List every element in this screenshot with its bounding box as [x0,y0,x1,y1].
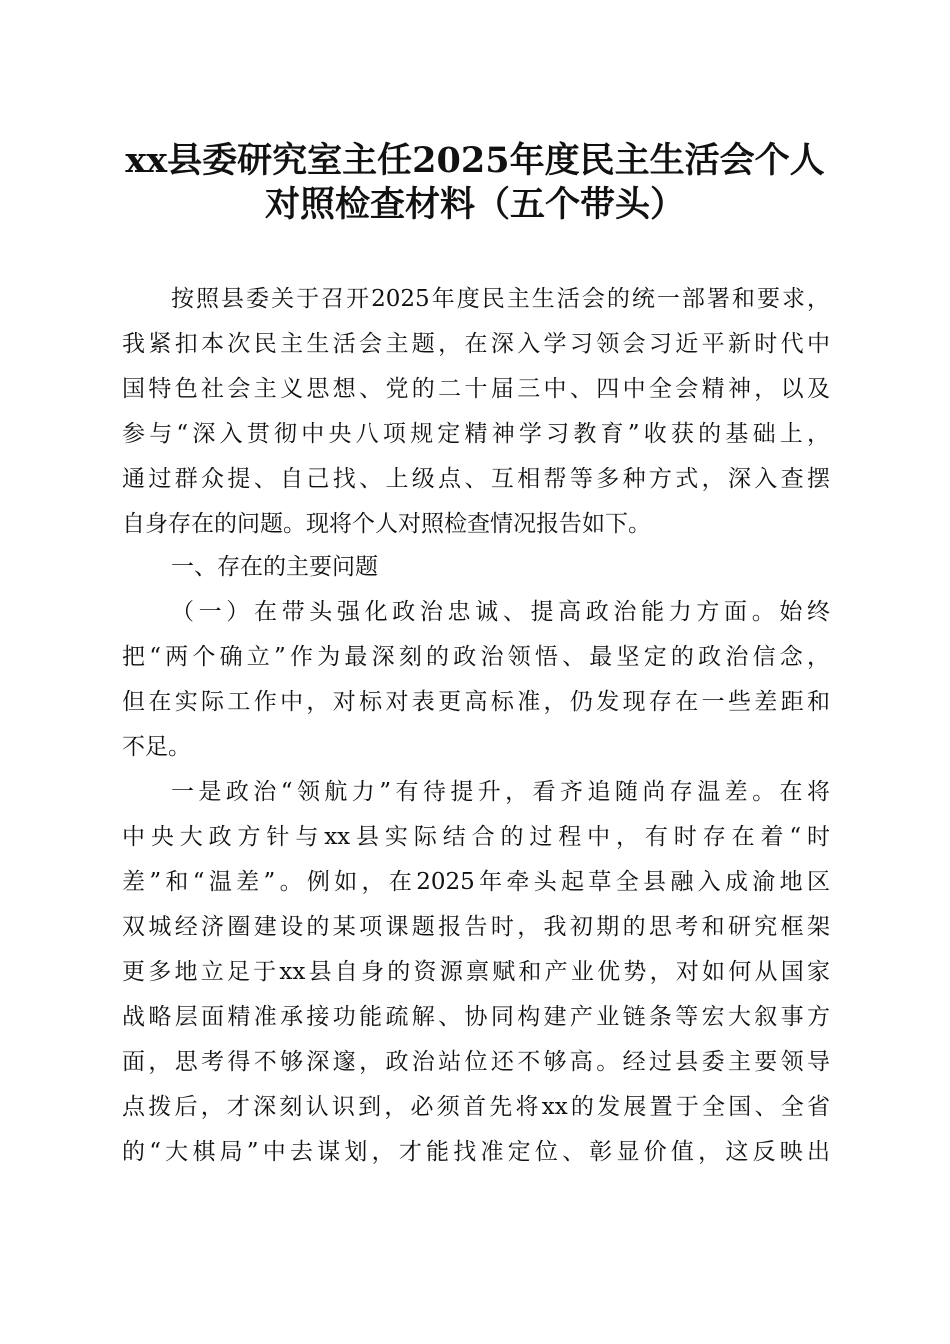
intro-paragraph-line: 自身存在的问题。现将个人对照检查情况报告如下。 [122,511,651,537]
intro-paragraph-line: 通过群众提、自己找、上级点、互相帮等多种方式，深入查摆 [122,466,830,492]
point-paragraph-line: 战略层面精准承接功能疏解、协同构建产业链条等宏大叙事方 [122,1004,830,1030]
intro-paragraph-line: 按照县委关于召开2025年度民主生活会的统一部署和要求， [171,286,830,312]
point-paragraph-line: 差”和“温差”。例如，在2025年牵头起草全县融入成渝地区 [122,869,830,895]
point-paragraph-line: 一是政治“领航力”有待提升，看齐追随尚存温差。在将 [171,779,830,805]
point-paragraph-line: 点拨后，才深刻认识到，必须首先将xx的发展置于全国、全省 [122,1094,830,1120]
intro-paragraph-line: 参与“深入贯彻中央八项规定精神学习教育”收获的基础上， [122,421,830,447]
point-paragraph-line: 双城经济圈建设的某项课题报告时，我初期的思考和研究框架 [122,914,830,940]
point-paragraph-line: 面，思考得不够深邃，政治站位还不够高。经过县委主要领导 [122,1049,830,1075]
document-title-line-2: 对照检查材料（五个带头） [264,184,685,225]
intro-paragraph-line: 国特色社会主义思想、党的二十届三中、四中全会精神，以及 [122,376,830,402]
point-paragraph-line: 中央大政方针与xx县实际结合的过程中，有时存在着“时 [122,824,830,850]
document-title-line-1: xx县委研究室主任2025年度民主生活会个人 [125,140,825,181]
subsection-paragraph-line: 不足。 [122,734,191,760]
subsection-paragraph-line: （一）在带头强化政治忠诚、提高政治能力方面。始终 [171,599,830,625]
subsection-paragraph-line: 把“两个确立”作为最深刻的政治领悟、最坚定的政治信念， [122,644,830,670]
subsection-paragraph-line: 但在实际工作中，对标对表更高标准，仍发现存在一些差距和 [122,689,830,715]
point-paragraph-line: 更多地立足于xx县自身的资源禀赋和产业优势，对如何从国家 [122,959,830,985]
intro-paragraph-line: 我紧扣本次民主生活会主题，在深入学习领会习近平新时代中 [122,331,830,357]
section-heading: 一、存在的主要问题 [171,554,378,580]
point-paragraph-line: 的“大棋局”中去谋划，才能找准定位、彰显价值，这反映出 [122,1139,830,1165]
